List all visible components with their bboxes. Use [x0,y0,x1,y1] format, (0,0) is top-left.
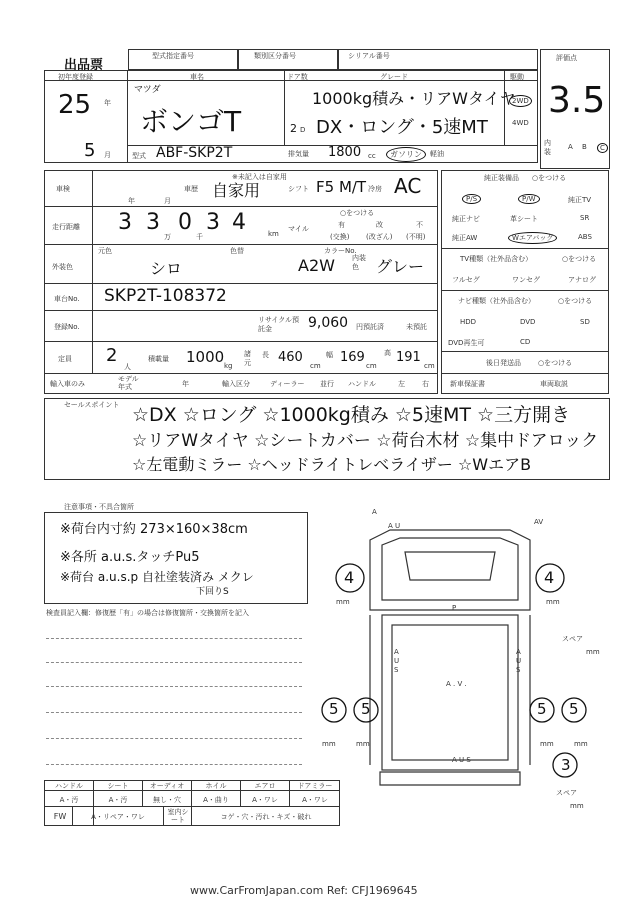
interior-color-label: 内装色 [352,254,366,271]
bt-value-aero: A・ワレ [252,796,278,804]
tv-oneseg: ワンセグ [512,276,540,284]
divider [191,780,192,826]
drive-label: 駆動 [510,73,524,81]
equipment-title: 純正装備品 [484,174,519,182]
capacity-label: 定員 [58,355,72,363]
footer-url: www.CarFromJapan.com Ref: CFJ1969645 [190,884,418,897]
left-label: 左 [398,380,405,388]
diagram-note-av: AV [534,518,544,526]
recycle-label: リサイクル預託金 [258,316,300,333]
new-warranty: 新車保証書 [450,380,485,388]
model-value: ABF-SKP2T [156,145,233,161]
inspection-label: 車検 [56,185,70,193]
diagram-aus-left: A U S [394,648,400,674]
height-unit: cm [424,362,435,370]
navi-hdd: HDD [460,318,477,326]
doors-value: 2 [290,122,297,135]
inspector-line [46,638,302,639]
length-unit: cm [310,362,321,370]
diesel-label: 軽油 [430,150,444,158]
tire-rr2: 5 [569,700,579,718]
navi-dvd: DVD [520,318,536,326]
details-block [44,170,438,394]
serial-label: シリアル番号 [348,52,390,60]
exterior-label: 外装色 [52,263,73,271]
divider [44,206,437,207]
ac-label: 冷房 [368,185,382,193]
length-value: 460 [278,350,303,365]
diagram-note-a: A [372,508,377,516]
unknown-label: (不明) [406,233,426,241]
bt-value-seat: A・汚 [108,796,128,804]
mileage-digit-4: 3 [206,210,220,235]
model-year-unit: 年 [182,380,189,388]
interior-grade-c: C [597,143,608,153]
shift-label: シフト [288,185,309,193]
diagram-center: A . V . [446,680,467,688]
tamper-mark: 改 [376,221,383,229]
mileage-digit-3: 0 [178,210,192,235]
mileage-digit-2: 3 [146,210,160,235]
width-unit: cm [366,362,377,370]
sales-points-label: セールスポイント [64,401,120,409]
tamper-label: (改ざん) [366,233,393,241]
diagram-rear: A U S [452,756,471,764]
bt-damage: コゲ・穴・汚れ・キズ・破れ [220,813,312,821]
year-unit: 年 [104,99,111,107]
tire-fl: 4 [344,568,355,587]
inspector-label: 検査員記入欄：修復歴「有」の場合は修復箇所・交換箇所を記入 [46,609,249,617]
mile-label: マイル [288,225,309,233]
sales-line-2: ☆リアWタイヤ ☆シートカバー ☆荷台木材 ☆集中ドアロック [132,431,599,451]
drive-2wd: 2WD [509,95,532,107]
vehicle-name: ボンゴT [140,105,242,138]
equip-airbag: Wエアバッグ [508,232,557,244]
divider [163,806,164,826]
divider [240,780,241,806]
recycle-none: 未預託 [406,323,427,331]
divider [441,248,609,249]
score-label: 評価点 [556,54,577,62]
note-line-1: ※荷台内寸約 273×160×38cm [60,522,248,537]
notes-label: 注意事項・不具合箇所 [64,503,134,511]
divider [92,170,93,373]
mileage-unit-km: km [268,230,279,238]
bt-interior-seat: 室内シート [167,808,189,824]
equip-ps: P/S [462,194,481,204]
displacement-unit: cc [368,152,376,160]
grade-line2: DX・ロング・5速MT [316,117,488,138]
inspector-line [46,738,302,739]
capacity-value: 2 [106,345,118,366]
note-line-3b: 下回りS [196,587,229,597]
recycle-unit: 円預託済 [356,323,384,331]
mm-spare1: mm [586,648,600,656]
chassis-label: 車台No. [54,295,80,303]
equip-abs: ABS [578,233,592,241]
tire-rl1: 5 [329,700,339,718]
mileage-digit-5: 4 [232,210,246,235]
mm-rr2: mm [574,740,588,748]
doors-label: ドア数 [287,73,308,81]
inspector-line [46,764,302,765]
displacement-label: 排気量 [288,150,309,158]
bt-value-mirror: A・ワレ [302,796,328,804]
load-label: 積載量 [148,355,169,363]
diagram-p: P [452,604,457,612]
inspector-line [46,686,302,687]
category-label: 類別区分番号 [254,52,296,60]
color-value: シロ [150,259,183,278]
spare-label-2: スペア [556,789,577,797]
equip-leather: 革シート [510,215,538,223]
load-value: 1000 [186,348,225,366]
mm-rl1: mm [322,740,336,748]
divider [44,806,340,807]
equip-sr: SR [580,214,590,222]
fuel-value: ガソリン [386,147,426,162]
tv-title: TV種類（社外品含む） [460,255,533,263]
bt-header-aero: エアロ [254,782,276,790]
divider [284,70,285,145]
right-label: 右 [422,380,429,388]
exchange-mark: 有 [338,221,345,229]
ac-value: AC [394,174,422,198]
equip-tv: 純正TV [568,196,592,204]
dims-label: 諸元 [244,350,251,367]
grade-label: グレード [380,73,408,81]
spare-tire: 3 [561,756,571,774]
import-label: 輸入車のみ [50,380,85,388]
mm-fl: mm [336,598,350,606]
height-label: 高 [384,349,391,357]
month-value: 5 [84,140,96,161]
equip-navi: 純正ナビ [452,215,480,223]
mm-rl2: mm [356,740,370,748]
later-circle-note: ○をつける [538,359,573,367]
bt-fw-label: FW [53,812,67,821]
bt-header-audio: オーディオ [149,782,185,790]
spare-label-1: スペア [562,635,583,643]
capacity-unit: 人 [124,363,131,371]
use-label: 車歴 [184,185,198,193]
navi-circle-note: ○をつける [558,297,593,305]
bt-header-seat: シート [107,782,129,790]
equip-aw: 純正AW [452,234,478,242]
bt-value-handle: A・汚 [59,796,79,804]
mm-fr: mm [546,598,560,606]
tire-fr: 4 [544,568,555,587]
divider [441,290,609,291]
navi-sd: SD [580,318,590,326]
model-year-label: モデル年式 [118,375,139,391]
manual-label: 車両取説 [540,380,568,388]
color-change-label: 色替 [230,247,244,255]
cd-label: CD [520,338,531,346]
divider [44,310,437,311]
mileage-unit-sen: 千 [196,233,203,241]
bt-header-mirror: ドアミラー [297,782,333,790]
parallel-label: 並行 [320,380,334,388]
divider [44,244,437,245]
inspector-line [46,712,302,713]
divider [44,373,437,374]
bt-fw-value: A・リペア・ワレ [91,813,145,821]
chassis-value: SKP2T-108372 [104,286,227,306]
mileage-unit-man: 万 [164,233,171,241]
divider [441,373,609,374]
maker-label: 車名 [190,73,204,81]
inspector-line [46,662,302,663]
sales-line-1: ☆DX ☆ロング ☆1000kg積み ☆5速MT ☆三方開き [132,404,571,426]
mm-rr1: mm [540,740,554,748]
interior-label: 内装 [544,139,551,156]
bt-value-wheel: A・曲り [203,796,229,804]
divider [142,780,143,806]
interior-grade-a: A [568,143,573,151]
dealer-label: ディーラー [270,380,305,388]
recycle-value: 9,060 [308,315,349,331]
length-label: 長 [262,351,269,359]
navi-title: ナビ種類（社外品含む） [458,297,535,305]
tire-rr1: 5 [537,700,547,718]
drive-4wd: 4WD [512,119,529,127]
mileage-label: 走行距離 [52,223,80,231]
note-line-2: ※各所 a.u.s.タッチPu5 [60,550,200,565]
exchange-label: (交換) [330,233,350,241]
dvd-play: DVD再生可 [448,339,485,347]
maker-value: マツダ [134,85,161,95]
bt-value-audio: 無し・穴 [153,796,181,804]
score-value: 3.5 [548,80,606,121]
diagram-note-au: A U [388,522,401,530]
divider [127,70,128,163]
reg-label: 登録No. [54,323,80,331]
interior-grade-b: B [582,143,587,151]
grade-line1: 1000kg積み・リアWタイヤ [312,89,516,108]
circle-note: ○をつける [340,209,375,217]
bt-header-handle: ハンドル [55,782,83,790]
unknown-mark: 不 [416,221,423,229]
load-unit: kg [224,362,233,370]
width-value: 169 [340,350,365,365]
sales-line-3: ☆左電動ミラー ☆ヘッドライトレベライザー ☆WエアB [132,455,532,474]
note-line-3: ※荷台 a.u.s.p 自社塗装済み メクレ [60,570,254,584]
width-label: 幅 [326,351,333,359]
later-label: 後日発送品 [486,359,521,367]
use-value: 自家用 [212,181,261,200]
diagram-aus-right: A U S [516,648,522,674]
divider [441,351,609,352]
tire-rl2: 5 [361,700,371,718]
form-title: 出品票 [64,58,104,73]
doors-unit: D [300,126,306,134]
original-color-label: 元色 [98,247,112,255]
mileage-digit-1: 3 [118,210,132,235]
mm-spare2: mm [570,802,584,810]
color-code-label: カラーNo. [324,247,357,255]
inspection-month-unit: 月 [164,197,171,205]
year-value: 25 [58,90,92,120]
tv-analog: アナログ [568,276,596,284]
equip-pw: P/W [518,194,540,204]
displacement-value: 1800 [328,145,362,160]
month-unit: 月 [104,151,111,159]
tv-fullseg: フルセグ [452,276,480,284]
model-code-label: 型式指定番号 [152,52,194,60]
divider [289,780,290,806]
bt-header-wheel: ホイル [205,782,227,790]
height-value: 191 [396,350,421,365]
equipment-circle-note: ○をつける [532,174,567,182]
divider [72,806,73,826]
private-note: ※未記入は自家用 [232,173,287,181]
import-type-label: 輸入区分 [222,380,250,388]
year-label: 初年度登録 [58,73,93,81]
model-label: 型式 [132,152,146,160]
shift-value: F5 M/T [316,178,367,196]
inspection-year-unit: 年 [128,197,135,205]
interior-color-value: グレー [376,257,425,276]
color-code-value: A2W [298,256,335,275]
divider [44,341,437,342]
tv-circle-note: ○をつける [562,255,597,263]
divider [44,283,437,284]
handle-label: ハンドル [348,380,376,388]
